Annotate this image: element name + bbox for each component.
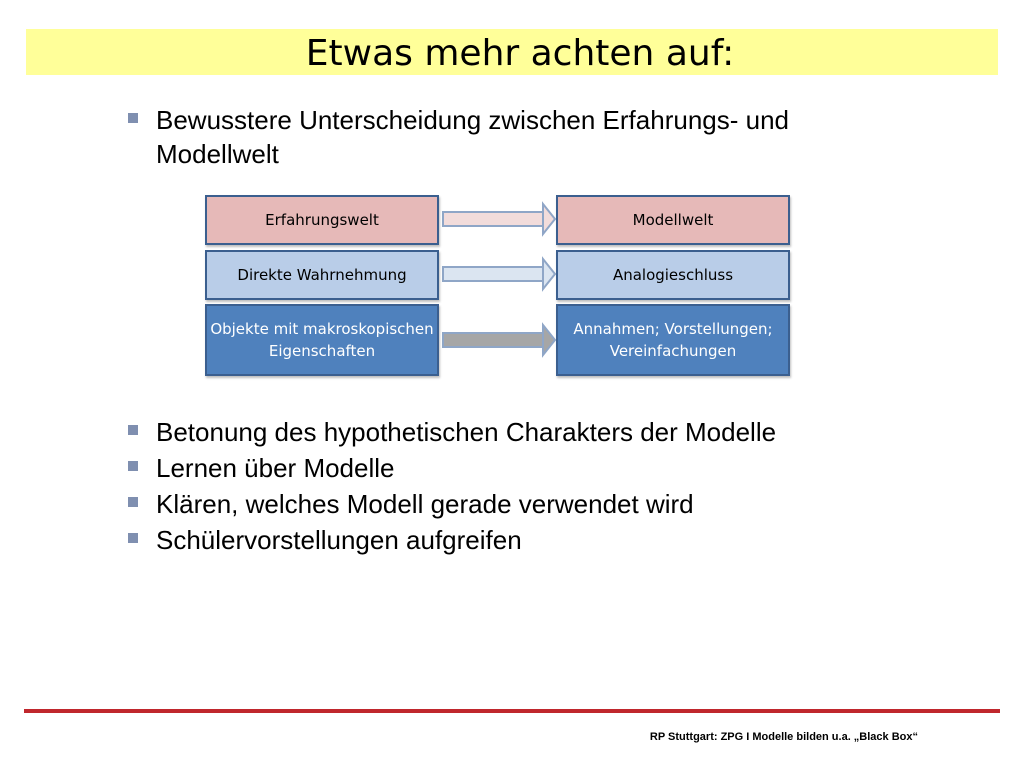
slide-title: Etwas mehr achten auf: [305,33,735,74]
arrow-row-1 [443,204,555,234]
footer-divider [24,709,1000,713]
bullet-item [126,415,846,449]
square-bullet-icon [128,533,138,543]
bullet-text: Betonung des hypothetischen Charakters der Modelle [156,417,777,447]
bullet-item [126,451,846,485]
bullet-text: Klären, welches Modell gerade verwendet wird [156,489,694,519]
box-annahmen: Annahmen; Vorstellungen; Vereinfachungen [556,304,790,376]
arrow-row-2 [443,259,555,289]
bullet-text: Bewusstere Unterscheidung zwischen Erfahrungs- und Modellwelt [156,105,790,169]
bullet-text: Lernen über Modelle [156,453,395,483]
box-objekte: Objekte mit makroskopischen Eigenschaften [205,304,439,376]
square-bullet-icon [128,461,138,471]
bullet-item [126,487,846,521]
box-modellwelt: Modellwelt [556,195,790,245]
box-analogieschluss: Analogieschluss [556,250,790,300]
box-erfahrungswelt: Erfahrungswelt [205,195,439,245]
bullet-item [126,523,846,557]
square-bullet-icon [128,425,138,435]
square-bullet-icon [128,497,138,507]
bullet-text: Schülervorstellungen aufgreifen [156,525,522,555]
bullet-list-bottom [126,415,846,557]
box-direkte-wahrnehmung: Direkte Wahrnehmung [205,250,439,300]
footer-text: RP Stuttgart: ZPG I Modelle bilden u.a. „Black Box“ [649,731,918,743]
arrow-row-3 [443,325,555,355]
